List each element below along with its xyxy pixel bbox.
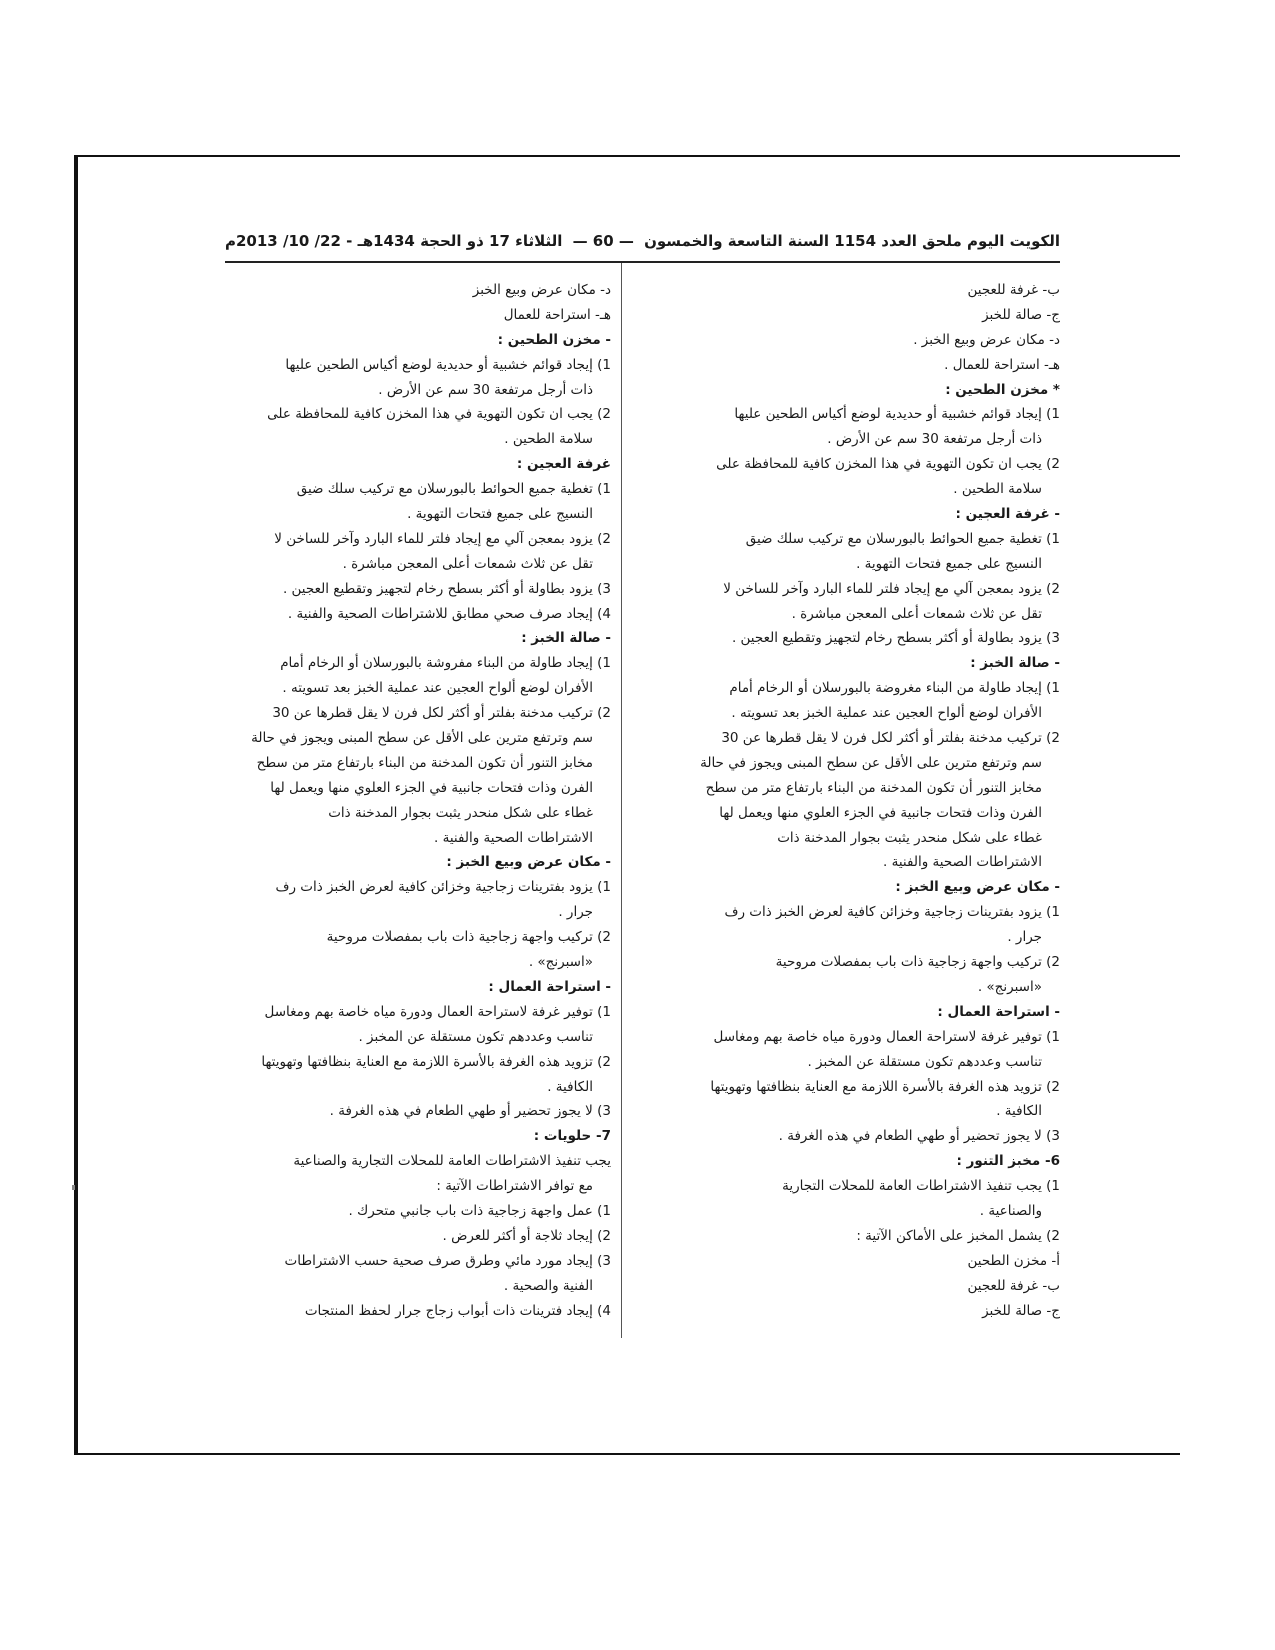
text-line: ج- صالة للخبز [982, 1302, 1060, 1319]
left-column [178, 278, 611, 1323]
section-heading: - مكان عرض وبيع الخبز : [895, 879, 1060, 896]
text-line: 3) يزود بطاولة أو أكثر بسطح رخام لتجهيز وتقطيع العجين . [282, 580, 611, 597]
text-line: 1) توفير غرفة لاستراحة العمال ودورة مياه خاصة بهم ومغاسل [713, 1028, 1060, 1045]
text-line: 1) يجب تنفيذ الاشتراطات العامة للمحلات التجارية [782, 1178, 1060, 1195]
section-heading: غرفة العجين : [516, 456, 611, 473]
text-line: يجب تنفيذ الاشتراطات العامة للمحلات التجارية والصناعية [293, 1153, 611, 1170]
text-line: تقل عن ثلاث شمعات أعلى المعجن مباشرة . [342, 555, 593, 572]
bottom-border-rule [75, 1453, 1180, 1455]
text-line: 4) إيجاد صرف صحي مطابق للاشتراطات الصحية والفنية . [287, 605, 611, 622]
text-line: 1) تغطية جميع الحوائط بالبورسلان مع تركيب سلك ضيق [745, 530, 1060, 547]
text-line: الأفران لوضع ألواح العجين عند عملية الخبز بعد تسويته . [731, 705, 1042, 722]
text-line: مع توافر الاشتراطات الآتية : [436, 1178, 593, 1195]
text-line: 2) إيجاد ثلاجة أو أكثر للعرض . [442, 1227, 611, 1244]
text-line: مخابز التنور أن تكون المدخنة من البناء بارتفاع متر من سطح [705, 779, 1042, 796]
text-line: 2) تركيب واجهة زجاجية ذات باب بمفصلات مروحية [775, 954, 1060, 971]
text-line: د- مكان عرض وبيع الخبز . [913, 331, 1060, 348]
text-line: جرار . [558, 904, 593, 921]
text-line: 3) لا يجوز تحضير أو طهي الطعام في هذه الغرفة . [778, 1128, 1060, 1145]
text-line: الفرن وذات فتحات جانبية في الجزء العلوي منها ويعمل لها [270, 779, 593, 796]
text-line: النسيج على جميع فتحات التهوية . [407, 506, 593, 523]
text-line: «اسبرنج» . [977, 978, 1042, 995]
text-line: سم وترتفع مترين على الأقل عن سطح المبنى ويجوز في حالة [700, 754, 1042, 771]
section-heading: - استراحة العمال : [937, 1003, 1060, 1020]
page-header [225, 225, 1060, 257]
text-line: غطاء على شكل منحدر يثبت بجوار المدخنة ذات [328, 804, 593, 821]
header-rule [225, 261, 1060, 263]
text-line: ذات أرجل مرتفعة 30 سم عن الأرض . [378, 381, 593, 398]
text-line: تناسب وعددهم تكون مستقلة عن المخبز . [358, 1028, 593, 1045]
text-line: 3) يزود بطاولة أو أكثر بسطح رخام لتجهيز وتقطيع العجين . [731, 630, 1060, 647]
left-border-rule [74, 155, 78, 1455]
section-heading: 7- حلويات : [533, 1128, 611, 1145]
text-line: هـ- استراحة للعمال [503, 306, 611, 323]
text-line: الاشتراطات الصحية والفنية . [434, 829, 593, 846]
text-line: الأفران لوضع ألواح العجين عند عملية الخبز بعد تسويته . [282, 680, 593, 697]
margin-mark [72, 1185, 75, 1190]
issue-date: الثلاثاء 17 ذو الحجة 1434هـ - 22/ 10/ 2013م [225, 232, 563, 250]
text-line: الفنية والصحية . [503, 1277, 593, 1294]
text-line: 3) لا يجوز تحضير أو طهي الطعام في هذه الغرفة . [329, 1103, 611, 1120]
text-line: 3) إيجاد مورد مائي وطرق صرف صحية حسب الاشتراطات [284, 1252, 611, 1269]
text-line: 2) يجب ان تكون التهوية في هذا المخزن كافية للمحافظة على [716, 456, 1060, 473]
text-line: 1) توفير غرفة لاستراحة العمال ودورة مياه خاصة بهم ومغاسل [264, 1003, 611, 1020]
text-line: سلامة الطحين . [504, 431, 593, 448]
text-line: 2) تركيب واجهة زجاجية ذات باب بمفصلات مروحية [326, 929, 611, 946]
section-heading: - مخزن الطحين : [497, 331, 611, 348]
section-heading: - مكان عرض وبيع الخبز : [446, 854, 611, 871]
text-line: ج- صالة للخبز [982, 306, 1060, 323]
text-line: هـ- استراحة للعمال . [944, 356, 1060, 373]
text-line: والصناعية . [979, 1202, 1042, 1219]
text-line: تناسب وعددهم تكون مستقلة عن المخبز . [807, 1053, 1042, 1070]
text-line: الكافية . [996, 1103, 1042, 1120]
text-line: 1) يزود بفترينات زجاجية وخزائن كافية لعرض الخبز ذات رف [275, 879, 611, 896]
text-line: ب- غرفة للعجين [967, 282, 1060, 298]
text-line: د- مكان عرض وبيع الخبز [472, 282, 611, 298]
text-line: تقل عن ثلاث شمعات أعلى المعجن مباشرة . [791, 605, 1042, 622]
text-line: الفرن وذات فتحات جانبية في الجزء العلوي منها ويعمل لها [719, 804, 1042, 821]
text-line: 4) إيجاد فترينات ذات أبواب زجاج جرار لحفظ المنتجات [304, 1302, 611, 1319]
text-line: «اسبرنج» . [528, 954, 593, 971]
text-line: 2) تزويد هذه الغرفة بالأسرة اللازمة مع العناية بنظافتها وتهويتها [261, 1053, 611, 1070]
text-line: سلامة الطحين . [953, 481, 1042, 498]
text-line: جرار . [1007, 929, 1042, 946]
text-line: سم وترتفع مترين على الأقل عن سطح المبنى ويجوز في حالة [251, 730, 593, 747]
text-line: ذات أرجل مرتفعة 30 سم عن الأرض . [827, 431, 1042, 448]
text-line: 1) إيجاد طاولة من البناء مغروضة بالبورسلان أو الرخام أمام [729, 680, 1060, 697]
text-line: 2) يزود بمعجن آلي مع إيجاد فلتر للماء البارد وآخر للساخن لا [274, 530, 611, 547]
right-column [632, 278, 1060, 1323]
section-heading: * مخزن الطحين : [945, 381, 1060, 398]
section-heading: 6- مخبز التنور : [956, 1153, 1060, 1170]
section-heading: - غرفة العجين : [955, 506, 1060, 523]
section-heading: - صالة الخبز : [521, 630, 611, 647]
text-line: 1) يزود بفترينات زجاجية وخزائن كافية لعرض الخبز ذات رف [724, 904, 1060, 921]
text-line: مخابز التنور أن تكون المدخنة من البناء بارتفاع متر من سطح [256, 754, 593, 771]
text-line: ب- غرفة للعجين [967, 1277, 1060, 1294]
text-line: 1) إيجاد قوائم خشبية أو حديدية لوضع أكياس الطحين عليها [285, 356, 611, 373]
text-line: أ- مخزن الطحين [967, 1252, 1060, 1269]
section-heading: - صالة الخبز : [970, 655, 1060, 672]
publication-title: الكويت اليوم ملحق العدد 1154 السنة التاسعة والخمسون [644, 232, 1060, 250]
text-line: 1) إيجاد طاولة من البناء مفروشة بالبورسلان أو الرخام أمام [280, 655, 611, 672]
text-line: 2) تزويد هذه الغرفة بالأسرة اللازمة مع العناية بنظافتها وتهويتها [710, 1078, 1060, 1095]
page-number: — 60 — [572, 232, 634, 250]
text-line: 1) عمل واجهة زجاجية ذات باب جانبي متحرك . [348, 1202, 611, 1219]
top-border-rule [75, 155, 1180, 157]
text-line: 2) يجب ان تكون التهوية في هذا المخزن كافية للمحافظة على [267, 406, 611, 423]
text-line: 2) يزود بمعجن آلي مع إيجاد فلتر للماء البارد وآخر للساخن لا [723, 580, 1060, 597]
text-line: الاشتراطات الصحية والفنية . [883, 854, 1042, 871]
text-line: غطاء على شكل منحدر يثبت بجوار المدخنة ذات [777, 829, 1042, 846]
text-line: 1) إيجاد قوائم خشبية أو حديدية لوضع أكياس الطحين عليها [734, 406, 1060, 423]
text-line: النسيج على جميع فتحات التهوية . [856, 555, 1042, 572]
text-line: 1) تغطية جميع الحوائط بالبورسلان مع تركيب سلك ضيق [296, 481, 611, 498]
text-line: 2) تركيب مدخنة بفلتر أو أكثر لكل فرن لا يقل قطرها عن 30 [721, 730, 1060, 747]
section-heading: - استراحة العمال : [488, 978, 611, 995]
text-line: 2) تركيب مدخنة بفلتر أو أكثر لكل فرن لا يقل قطرها عن 30 [272, 705, 611, 722]
column-divider [621, 263, 622, 1338]
text-line: الكافية . [547, 1078, 593, 1095]
text-line: 2) يشمل المخبز على الأماكن الآتية : [856, 1227, 1060, 1244]
